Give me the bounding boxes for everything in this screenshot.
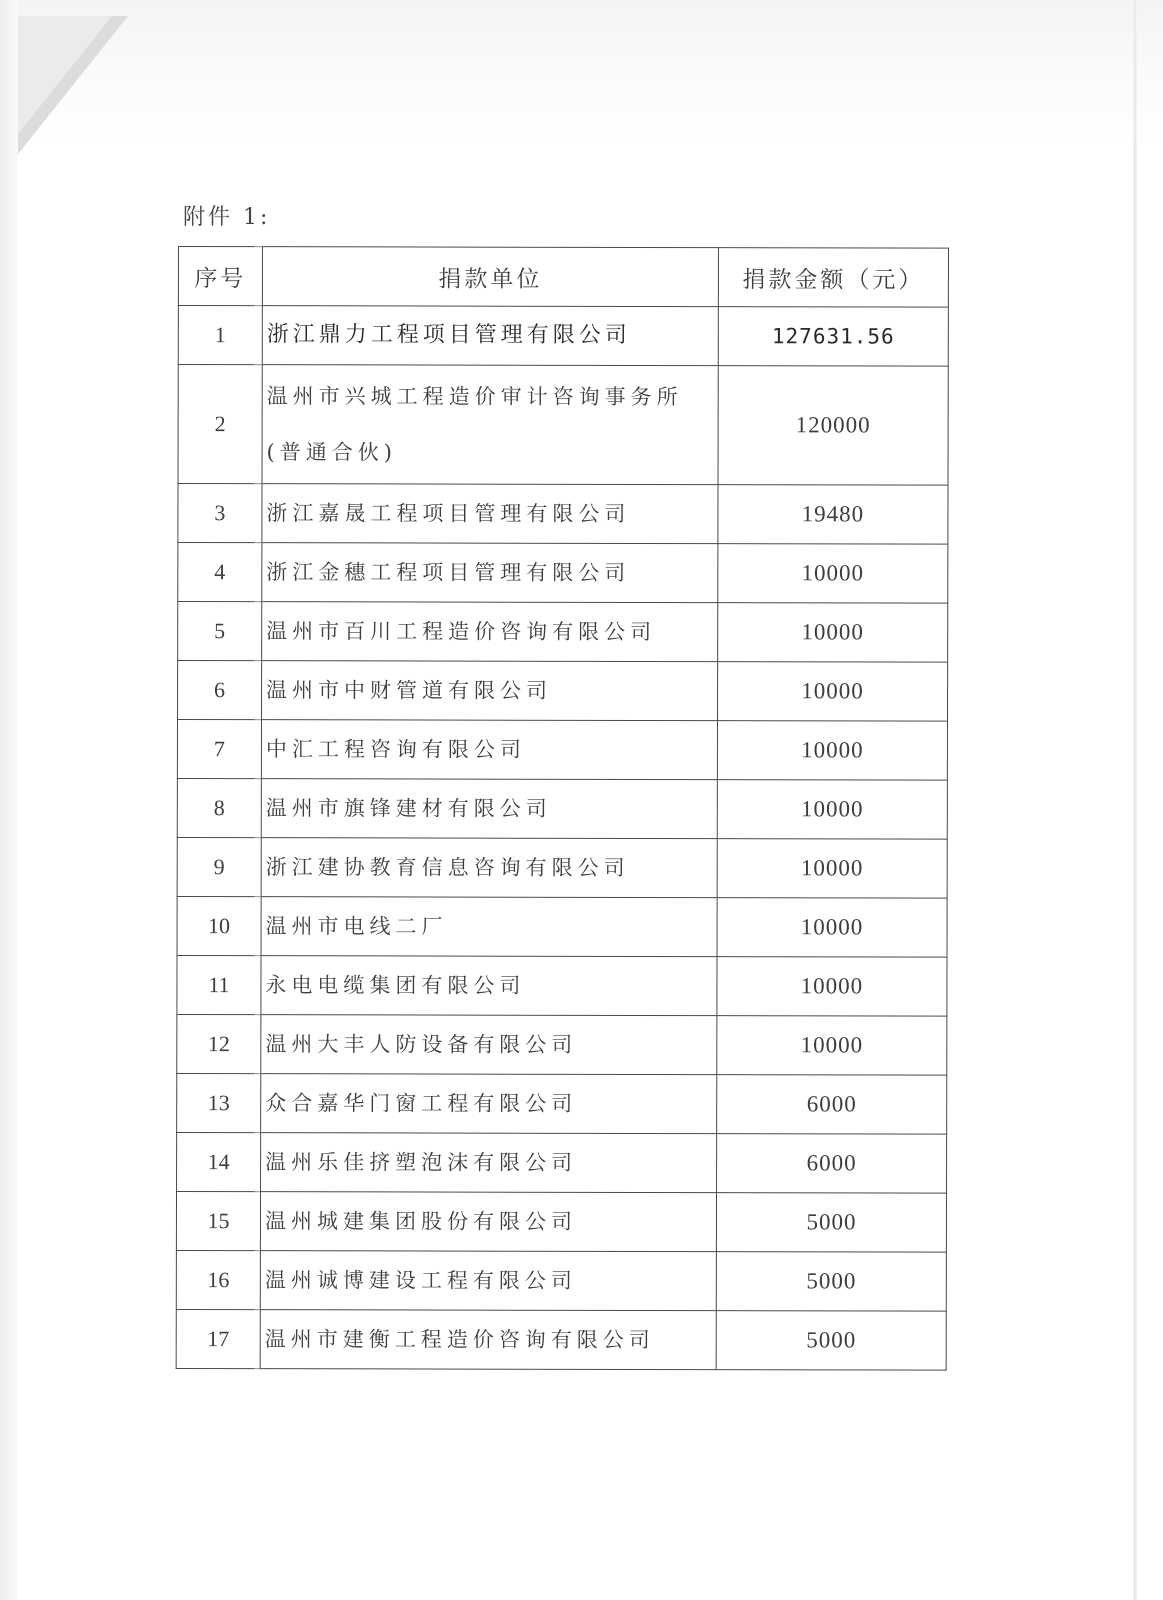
row-amount: 120000 xyxy=(718,366,948,485)
table-row xyxy=(177,1014,947,1075)
row-amount: 10000 xyxy=(717,780,947,839)
row-seq: 2 xyxy=(178,365,262,484)
row-seq: 12 xyxy=(177,1014,261,1073)
row-unit: 永电电缆集团有限公司 xyxy=(261,956,717,1016)
attachment-label: 附件 1: xyxy=(183,205,271,230)
row-seq: 8 xyxy=(177,778,261,837)
row-seq: 16 xyxy=(176,1250,260,1309)
row-unit: 众合嘉华门窗工程有限公司 xyxy=(261,1074,717,1134)
row-seq: 4 xyxy=(178,543,262,602)
table-row xyxy=(177,955,947,1016)
row-unit: 温州市百川工程造价咨询有限公司 xyxy=(262,602,718,662)
row-amount: 127631.56 xyxy=(718,307,948,366)
row-amount: 10000 xyxy=(717,957,947,1016)
scan-shadow-left xyxy=(0,0,18,1600)
table-row xyxy=(176,1309,946,1370)
row-amount: 10000 xyxy=(717,898,947,957)
row-unit: 浙江嘉晟工程项目管理有限公司 xyxy=(262,484,718,544)
table-row xyxy=(177,1073,947,1134)
table-row xyxy=(177,896,947,957)
row-unit: 温州市旗锋建材有限公司 xyxy=(261,779,717,839)
row-amount: 10000 xyxy=(718,662,948,721)
table-row xyxy=(178,484,948,545)
scan-shadow-top xyxy=(0,0,1163,150)
scan-edge-line xyxy=(1133,0,1137,1600)
row-amount: 10000 xyxy=(718,544,948,603)
row-amount: 6000 xyxy=(717,1134,947,1193)
row-seq: 3 xyxy=(178,484,262,543)
row-amount: 6000 xyxy=(717,1075,947,1134)
row-unit: 中汇工程咨询有限公司 xyxy=(261,720,717,780)
row-seq: 10 xyxy=(177,896,261,955)
row-unit: 浙江金穗工程项目管理有限公司 xyxy=(262,543,718,603)
table-row xyxy=(177,720,947,781)
header-row xyxy=(178,247,948,308)
table-row xyxy=(177,837,947,898)
table-row xyxy=(177,1132,947,1193)
table-row xyxy=(176,1250,946,1311)
row-amount: 5000 xyxy=(716,1252,946,1311)
row-unit: 温州市电线二厂 xyxy=(261,897,717,957)
header-unit: 捐款单位 xyxy=(262,247,718,307)
header-seq: 序号 xyxy=(178,247,262,306)
row-seq: 13 xyxy=(177,1073,261,1132)
row-amount: 10000 xyxy=(717,721,947,780)
row-unit: 温州城建集团股份有限公司 xyxy=(260,1192,716,1252)
table-row xyxy=(178,365,948,486)
row-seq: 6 xyxy=(178,661,262,720)
table-row xyxy=(178,661,948,722)
row-amount: 19480 xyxy=(718,485,948,544)
table-row xyxy=(176,1191,946,1252)
header-amount: 捐款金额（元） xyxy=(718,248,948,307)
row-seq: 1 xyxy=(178,306,262,365)
row-seq: 15 xyxy=(176,1191,260,1250)
row-unit: 温州市兴城工程造价审计咨询事务所(普通合伙) xyxy=(262,365,718,485)
row-seq: 14 xyxy=(177,1132,261,1191)
row-unit: 温州诚博建设工程有限公司 xyxy=(260,1251,716,1311)
row-amount: 5000 xyxy=(716,1311,946,1370)
row-seq: 7 xyxy=(177,720,261,779)
row-seq: 17 xyxy=(176,1309,260,1368)
table-row xyxy=(177,778,947,839)
row-amount: 5000 xyxy=(716,1193,946,1252)
row-amount: 10000 xyxy=(717,1016,947,1075)
table-row xyxy=(178,306,948,367)
row-unit: 浙江建协教育信息咨询有限公司 xyxy=(261,838,717,898)
row-seq: 5 xyxy=(178,602,262,661)
row-seq: 11 xyxy=(177,955,261,1014)
table-row xyxy=(178,602,948,663)
row-unit: 温州市中财管道有限公司 xyxy=(262,661,718,721)
row-amount: 10000 xyxy=(718,603,948,662)
row-unit: 温州市建衡工程造价咨询有限公司 xyxy=(260,1310,716,1370)
row-seq: 9 xyxy=(177,837,261,896)
row-unit: 温州大丰人防设备有限公司 xyxy=(261,1015,717,1075)
table-row xyxy=(178,543,948,604)
folded-corner-highlight xyxy=(18,16,112,134)
row-amount: 10000 xyxy=(717,839,947,898)
row-unit: 浙江鼎力工程项目管理有限公司 xyxy=(262,306,718,366)
donation-table xyxy=(176,246,949,1371)
row-unit: 温州乐佳挤塑泡沫有限公司 xyxy=(261,1133,717,1193)
